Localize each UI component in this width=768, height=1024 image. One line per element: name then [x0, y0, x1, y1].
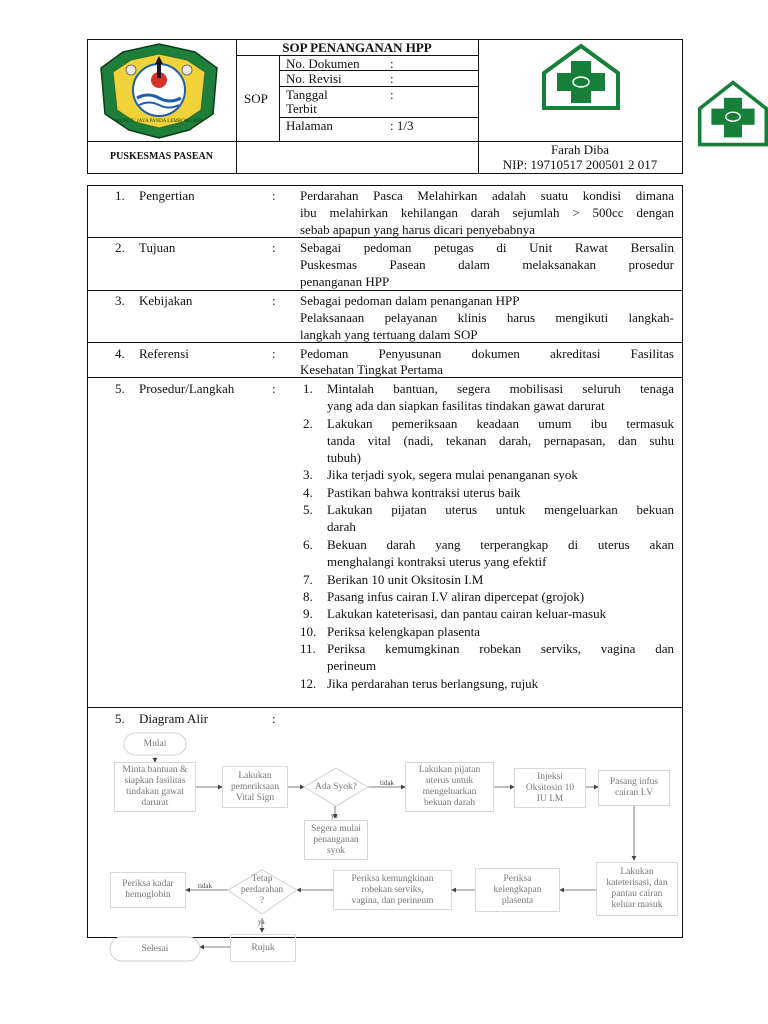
section-number: 3. [115, 293, 125, 308]
section-colon: : [272, 711, 276, 726]
section-colon: : [272, 381, 276, 396]
pengertian-line: Perdarahan Pasca Melahirkan adalah suatu kondisi dimana [300, 188, 674, 203]
signer-name: Farah Diba [550, 142, 610, 157]
field-halaman-label: Halaman [286, 118, 333, 133]
tujuan-line: Sebagai pedoman petugas di Unit Rawat Bersalin [300, 240, 674, 255]
section-colon: : [272, 293, 276, 308]
pengertian-line: ibu melahirkan kehilangan darah sejumlah > 500cc dengan [300, 205, 674, 220]
field-no-dokumen-value: : [390, 56, 394, 71]
step-number: 12. [300, 676, 317, 691]
flow-step-minta-bantuan: Minta bantuan & siapkan fasilitas tindakan gawat darurat [114, 762, 196, 812]
section-number: 1. [115, 188, 125, 203]
section-colon: : [272, 346, 276, 361]
tujuan-line: Puskesmas Pasean dalam melaksanakan prosedur [300, 257, 674, 272]
flow-label-tidak: tidak [380, 779, 394, 787]
flow-step-injeksi-oksitosin: Injeksi Oksitosin 10 IU I.M [514, 768, 586, 808]
step-line: Pastikan bahwa kontraksi uterus baik [327, 485, 521, 500]
step-number: 11. [300, 641, 316, 656]
step-number: 1. [303, 381, 313, 396]
flow-step-hemoglobin: Periksa kadar hemoglobin [110, 872, 186, 908]
step-number: 8. [303, 589, 313, 604]
flow-step-kateterisasi: Lakukan kateterisasi, dan pantau cairan keluar masuk [596, 862, 678, 916]
flow-decision-ada-syok: Ada Syok? [315, 781, 357, 792]
field-no-revisi-value: : [390, 71, 394, 86]
step-number: 10. [300, 624, 317, 639]
step-line: perineum [327, 658, 377, 673]
tujuan-line: penanganan HPP [300, 274, 390, 289]
referensi-line: Pedoman Penyusunan dokumen akreditasi Fasilitas [300, 346, 674, 361]
puskesmas-name: PUSKESMAS PASEAN [110, 151, 213, 162]
section-number: 4. [115, 346, 125, 361]
pengertian-line: sebab apapun yang harus dicari penyebabnya [300, 222, 535, 237]
step-line: Mintalah bantuan, segera mobilisasi seluruh tenaga [327, 381, 674, 396]
section-title-tujuan: Tujuan [139, 240, 176, 255]
step-number: 4. [303, 485, 313, 500]
step-line: tanda vital (nadi, tekanan darah, pernapasan, dan suhu [327, 433, 674, 448]
step-line: Lakukan pijatan uterus untuk mengeluarkan bekuan [327, 502, 674, 517]
section-colon: : [272, 240, 276, 255]
field-tanggal-label: Tanggal [286, 87, 328, 102]
section-title-prosedur: Prosedur/Langkah [139, 381, 235, 396]
referensi-line: Kesehatan Tingkat Pertama [300, 362, 443, 377]
step-line: Pasang infus cairan I.V aliran dipercepat (grojok) [327, 589, 585, 604]
step-line: Jika perdarahan terus berlangsung, rujuk [327, 676, 539, 691]
section-number: 5. [115, 381, 125, 396]
kebijakan-line: Pelaksanaan pelayanan klinis harus mengikuti langkah- [300, 310, 674, 325]
step-line: Periksa kelengkapan plasenta [327, 624, 481, 639]
svg-text:MENUJU JAYA PANDA LEMBONG SIBI: MENUJU JAYA PANDA LEMBONG SIBI [115, 119, 203, 124]
kebijakan-line: Sebagai pedoman dalam penanganan HPP [300, 293, 520, 308]
step-line: Lakukan kateterisasi, dan pantau cairan keluar-masuk [327, 606, 607, 621]
section-number: 2. [115, 240, 125, 255]
section-title-kebijakan: Kebijakan [139, 293, 193, 308]
step-line: menghalangi kontraksi uterus yang efektif [327, 554, 547, 569]
flow-step-penanganan-syok: Segera mulai penanganan syok [304, 820, 368, 860]
step-line: yang ada dan siapkan fasilitas tindakan gawat darurat [327, 398, 605, 413]
step-line: Lakukan pemeriksaan keadaan umum ibu termasuk [327, 416, 674, 431]
flow-step-pijatan-uterus: Lakukan pijatan uterus untuk mengeluarkan bekuan darah [405, 762, 494, 812]
flow-label-ya: ya [258, 918, 265, 926]
section-number: 5. [115, 711, 125, 726]
flow-step-pasang-infus: Pasang infus cairan I.V [598, 770, 670, 806]
section-title-referensi: Referensi [139, 346, 189, 361]
field-no-dokumen-label: No. Dokumen [286, 56, 360, 71]
step-number: 3. [303, 467, 313, 482]
step-line: Periksa kemumgkinan robekan serviks, vagina dan [327, 641, 674, 656]
section-colon: : [272, 188, 276, 203]
step-line: Berikan 10 unit Oksitosin I.M [327, 572, 484, 587]
flow-step-pemeriksaan: Lakukan pemeriksaan Vital Sign [222, 766, 288, 808]
field-terbit-label: Terbit [286, 101, 317, 116]
flow-label-tidak: tidak [198, 882, 212, 890]
flow-step-rujuk: Rujuk [230, 934, 296, 962]
flow-start: Mulai [143, 738, 167, 749]
flow-label-ya: ya [331, 812, 338, 820]
step-line: Bekuan darah yang terperangkap di uterus akan [327, 537, 674, 552]
flow-step-robekan: Periksa kemungkinan robekan serviks, vagina, dan perineum [333, 870, 452, 910]
section-title-diagram-alir: Diagram Alir [139, 711, 208, 726]
signer-nip: NIP: 19710517 200501 2 017 [502, 157, 658, 172]
field-tanggal-value: : [390, 87, 394, 102]
step-line: tubuh) [327, 450, 361, 465]
sop-title: SOP PENANGANAN HPP [282, 40, 432, 55]
field-no-revisi-label: No. Revisi [286, 71, 342, 86]
flow-step-kelengkapan-plasenta: Periksa kelengkapan plasenta [475, 868, 560, 912]
step-number: 5. [303, 502, 313, 517]
sop-label: SOP [244, 91, 268, 106]
field-halaman-value: : 1/3 [390, 118, 414, 133]
step-number: 9. [303, 606, 313, 621]
step-number: 2. [303, 416, 313, 431]
step-number: 6. [303, 537, 313, 552]
kebijakan-line: langkah yang tertuang dalam SOP [300, 327, 478, 342]
step-line: darah [327, 519, 356, 534]
step-line: Jika terjadi syok, segera mulai penanganan syok [327, 467, 578, 482]
flow-end: Selesai [141, 943, 169, 954]
step-number: 7. [303, 572, 313, 587]
flow-decision-tetap-perdarahan: Tetap perdarahan ? [240, 873, 284, 906]
section-title-pengertian: Pengertian [139, 188, 195, 203]
